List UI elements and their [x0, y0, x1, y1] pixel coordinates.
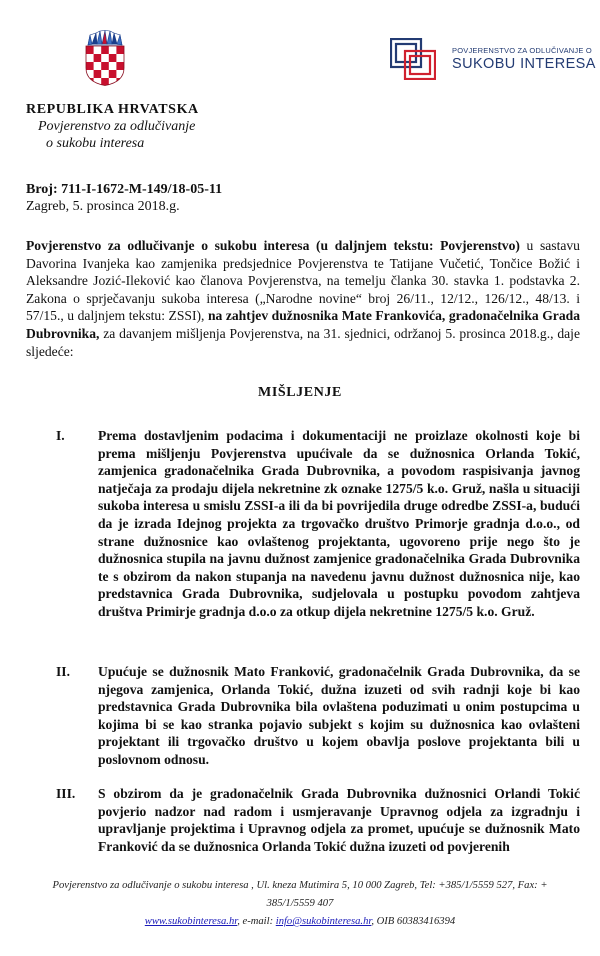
- email-label: , e-mail:: [237, 916, 276, 927]
- commission-logo: [390, 38, 596, 80]
- oib-text: , OIB 60383416394: [371, 916, 456, 927]
- section-text: S obzirom da je gradonačelnik Grada Dubrovnika dužnosnici Orlandi Tokić povjerio nadzor nad radom i usmjeravanje Upravnog odjela za izgradnju i upravljanje projektima i Upravnog odjela za promet, upućuje se dužnosnik Mato Franković da se dužnosnica Orlanda Tokić dužna izuzeti od povjerenih: [98, 786, 580, 854]
- country-name: REPUBLIKA HRVATSKA: [26, 102, 199, 117]
- email-link[interactable]: info@sukobinteresa.hr: [275, 916, 372, 927]
- footer-address: Povjerenstvo za odlučivanje o sukobu interesa , Ul. kneza Mutimira 5, 10 000 Zagreb, Tel: +385/1/5559 527, Fax: +: [52, 880, 548, 891]
- commission-logo-mark-icon: [390, 38, 436, 80]
- section-text: Upućuje se dužnosnik Mato Franković, gradonačelnik Grada Dubrovnika, da se njegova zamjenica, Orlanda Tokić, dužna izuzeti od svih radnji koje bi kao predstavnica Grada Dubrovnika bila ovlaštena poduzimati u onim postupcima u kojima bi se kao stranka pojavio subjekt s kojim su dužnosnica kao ovlašteni projektant ili trgovačko društvo u kojem obavlja poslove projektanta bili u poslovnom odnosu.: [98, 664, 580, 767]
- logo-big-text: SUKOBU INTERESA: [452, 56, 596, 72]
- section-number: II.: [56, 664, 70, 679]
- document-title: MIŠLJENJE: [258, 385, 342, 400]
- opinion-section: [56, 427, 580, 657]
- reference-number: Broj: 711-I-1672-M-149/18-05-11: [26, 182, 223, 197]
- coat-of-arms-icon: [84, 30, 126, 86]
- section-number: I.: [56, 428, 65, 443]
- intro-text-1: u sastavu Davorina Ivanjeka kao zamjenika predsjednice Povjerenstva te Tatijane Vučetić, Tončice Božić i Aleksandre Jozić-Ileković kao članova Povjerenstva, na temelju članka 30. stavka 1. podstavka 2. Zakona o sprječavanju sukoba interesa („Narodne novine“ broj 26/11., 12/12., 126/12., 48/13. i 57/15., u daljnjem tekstu: ZSSI),: [26, 238, 580, 324]
- website-link[interactable]: www.sukobinteresa.hr: [144, 916, 238, 927]
- intro-paragraph: [26, 237, 580, 360]
- footer-fax: 385/1/5559 407: [266, 898, 334, 909]
- opinion-section: [56, 785, 580, 865]
- opinion-section: [56, 663, 580, 779]
- section-text: Prema dostavljenim podacima i dokumentaciji ne proizlaze okolnosti koje bi prema mišljenju Povjerenstva upućivale da se dužnosnica Orlanda Tokić, zamjenica gradonačelnika Grada Dubrovnika, a povodom raspisivanja javnog natječaja za prodaju dijela nekretnine zk oznake 1275/5 k.o. Gruž, našla u situaciji sukoba interesa u smislu ZSSI-a ili da bi povrijedila druge odredbe ZSSI-a, budući da je izrada Idejnog projekta za trgovačko društvo Primorje gradnja d.o.o., od strane dužnosnice kao ovlaštenog projektanta, ugovoreno prije nego što je dužnosnica stupila na javnu dužnost zamjenice gradonačelnika Grada Dubrovnika te s obzirom da nakon stupanja na navedenu javnu dužnost dužnosnica nije, kao predstavnica Grada Dubrovnika, sudjelovala u postupku povodom zahtjeva društva Primirje gradnja d.o.o za otkup dijela nekretnine 1275/5 k.o. Gruž.: [98, 428, 580, 619]
- issuer-name-line1: Povjerenstvo za odlučivanje: [38, 119, 196, 134]
- place-date: Zagreb, 5. prosinca 2018.g.: [26, 199, 180, 214]
- page-footer: [20, 877, 580, 931]
- intro-bold-2: na zahtjev dužnosnika Mate Frankovića, gradonačelnika Grada Dubrovnika,: [26, 308, 580, 341]
- logo-small-text: POVJERENSTVO ZA ODLUČIVANJE O: [452, 46, 592, 55]
- issuer-header: [26, 101, 199, 152]
- intro-text-2: za davanjem mišljenja Povjerenstva, na 31. sjednici, održanoj 5. prosinca 2018.g., daje sljedeće:: [26, 325, 580, 359]
- reference-block: [26, 181, 222, 215]
- section-number: III.: [56, 786, 76, 801]
- footer-contacts: [20, 913, 580, 931]
- intro-bold-1: Povjerenstvo za odlučivanje o sukobu interesa (u daljnjem tekstu: Povjerenstvo): [26, 238, 520, 253]
- issuer-name-line2: o sukobu interesa: [46, 136, 145, 151]
